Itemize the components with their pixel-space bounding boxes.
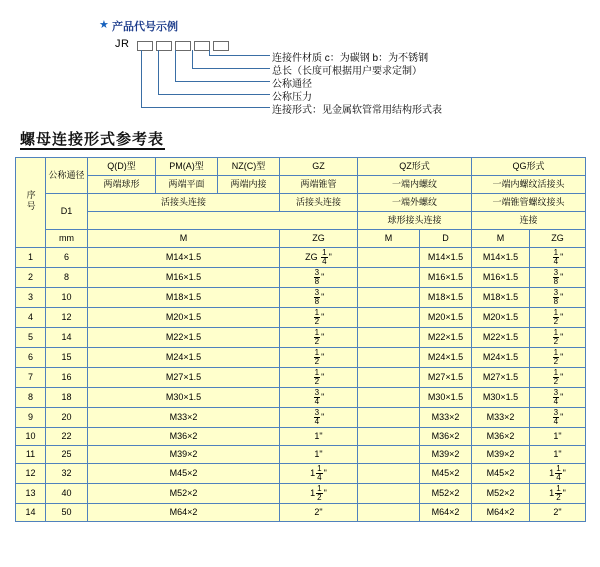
- cell-qz-m-empty: [358, 328, 420, 348]
- cell-thread-m: M64×2: [88, 504, 280, 522]
- cell-qg-m: M27×1.5: [472, 368, 530, 388]
- thread-size-value: 2": [553, 507, 562, 518]
- header-subgroup: 两端锥管: [280, 176, 358, 194]
- cell-thread-m: M52×2: [88, 484, 280, 504]
- cell-seq: 5: [16, 328, 46, 348]
- header-subgroup: 两端球形: [88, 176, 156, 194]
- cell-qg-zg: [530, 248, 586, 268]
- cell-qz-m-empty: [358, 446, 420, 464]
- cell-dn: 32: [46, 464, 88, 484]
- cell-dn: 12: [46, 308, 88, 328]
- cell-seq: 11: [16, 446, 46, 464]
- cell-thread-zg: [280, 428, 358, 446]
- cell-qg-zg: [530, 464, 586, 484]
- cell-dn: 22: [46, 428, 88, 446]
- cell-qg-m: M36×2: [472, 428, 530, 446]
- cell-thread-m: M22×1.5: [88, 328, 280, 348]
- header-subgroup: 两端内接: [218, 176, 280, 194]
- cell-qz-d: M16×1.5: [420, 268, 472, 288]
- cell-qg-zg: [530, 288, 586, 308]
- thread-size-value: $\frac{1}{2}$ ": [314, 328, 325, 346]
- cell-thread-zg: [280, 504, 358, 522]
- cell-qg-m: M39×2: [472, 446, 530, 464]
- cell-qz-m-empty: [358, 248, 420, 268]
- cell-qz-d: M20×1.5: [420, 308, 472, 328]
- table-header-row: [16, 194, 586, 212]
- cell-seq: 1: [16, 248, 46, 268]
- legend-title: 产品代号示例: [112, 21, 178, 33]
- thread-size-value: $\frac{1}{2}$ ": [314, 348, 325, 366]
- table-row: [16, 308, 586, 328]
- header-col-zg: ZG: [280, 230, 358, 248]
- cell-qg-zg: [530, 446, 586, 464]
- legend-item-pressure: 公称压力: [272, 92, 312, 103]
- thread-size-value: $\frac{3}{8}$ ": [553, 288, 564, 306]
- thread-size-value: $\frac{1}{2}$ ": [314, 368, 325, 386]
- cell-qg-m: M16×1.5: [472, 268, 530, 288]
- header-group: NZ(C)型: [218, 158, 280, 176]
- header-group: PM(A)型: [156, 158, 218, 176]
- header-d1: D1: [46, 194, 88, 230]
- legend-item-material: 连接件材质 c：为碳钢 b：为不锈钢: [272, 53, 429, 64]
- cell-thread-zg: [280, 388, 358, 408]
- thread-size-value: $\frac{1}{2}$ ": [553, 328, 564, 346]
- cell-qz-m-empty: [358, 504, 420, 522]
- legend-item-length: 总长（长度可根据用户要求定制）: [272, 66, 422, 77]
- cell-thread-m: M33×2: [88, 408, 280, 428]
- cell-thread-m: M24×1.5: [88, 348, 280, 368]
- cell-dn: 25: [46, 446, 88, 464]
- cell-qz-d: M14×1.5: [420, 248, 472, 268]
- cell-thread-zg: [280, 328, 358, 348]
- cell-thread-m: M16×1.5: [88, 268, 280, 288]
- thread-size-value: 1": [553, 449, 562, 460]
- thread-size-value: $\frac{1}{2}$ ": [314, 308, 325, 326]
- cell-qg-m: M18×1.5: [472, 288, 530, 308]
- table-row: [16, 388, 586, 408]
- cell-qz-m-empty: [358, 408, 420, 428]
- cell-seq: 3: [16, 288, 46, 308]
- table-row: [16, 348, 586, 368]
- cell-thread-zg: [280, 308, 358, 328]
- cell-qz-d: M36×2: [420, 428, 472, 446]
- cell-seq: 12: [16, 464, 46, 484]
- cell-qz-d: M18×1.5: [420, 288, 472, 308]
- thread-size-value: 1": [314, 449, 323, 460]
- cell-qg-zg: [530, 428, 586, 446]
- cell-qz-m-empty: [358, 388, 420, 408]
- header-connection-left: 活接头连接: [88, 194, 280, 212]
- cell-dn: 16: [46, 368, 88, 388]
- thread-size-value: $\frac{3}{4}$ ": [314, 408, 325, 426]
- thread-size-value: $\frac{1}{2}$ ": [553, 308, 564, 326]
- table-row: [16, 268, 586, 288]
- cell-qg-zg: [530, 348, 586, 368]
- header-joint: 连接: [472, 212, 586, 230]
- cell-seq: 4: [16, 308, 46, 328]
- thread-size-value: $\frac{3}{8}$ ": [553, 268, 564, 286]
- cell-seq: 7: [16, 368, 46, 388]
- thread-size-value: $\frac{3}{4}$ ": [553, 388, 564, 406]
- table-header-row: [16, 212, 586, 230]
- table-row: [16, 484, 586, 504]
- thread-size-value: 1 $\frac{1}{2}$ ": [310, 484, 327, 502]
- thread-size-value: 1": [553, 431, 562, 442]
- table-row: [16, 368, 586, 388]
- table-row: [16, 504, 586, 522]
- cell-thread-zg: [280, 408, 358, 428]
- header-col-m3: M: [472, 230, 530, 248]
- thread-size-value: 1": [314, 431, 323, 442]
- legend-item-connection: 连接形式：见金属软管常用结构形式表: [272, 105, 442, 116]
- thread-size-value: $\frac{3}{8}$ ": [314, 288, 325, 306]
- thread-size-value: $\frac{3}{4}$ ": [553, 408, 564, 426]
- cell-thread-m: M14×1.5: [88, 248, 280, 268]
- code-prefix: JR: [115, 38, 130, 50]
- header-seq-label: 序号: [25, 190, 36, 213]
- cell-qz-m-empty: [358, 484, 420, 504]
- cell-thread-zg: [280, 368, 358, 388]
- thread-size-value: $\frac{1}{4}$ ": [553, 248, 564, 266]
- thread-size-value: $\frac{1}{2}$ ": [553, 368, 564, 386]
- thread-size-value: $\frac{3}{8}$ ": [314, 268, 325, 286]
- cell-qg-zg: [530, 388, 586, 408]
- cell-qz-d: M22×1.5: [420, 328, 472, 348]
- cell-qg-m: M30×1.5: [472, 388, 530, 408]
- header-dn: 公称通径: [46, 158, 88, 194]
- cell-qg-m: M64×2: [472, 504, 530, 522]
- header-col-m: M: [88, 230, 280, 248]
- table-row: [16, 328, 586, 348]
- cell-qz-d: M27×1.5: [420, 368, 472, 388]
- table-row: [16, 248, 586, 268]
- cell-qg-m: M20×1.5: [472, 308, 530, 328]
- cell-qg-zg: [530, 504, 586, 522]
- table-header-row: [16, 230, 586, 248]
- cell-thread-m: M18×1.5: [88, 288, 280, 308]
- cell-dn: 6: [46, 248, 88, 268]
- cell-qz-d: M33×2: [420, 408, 472, 428]
- cell-qg-zg: [530, 408, 586, 428]
- cell-seq: 8: [16, 388, 46, 408]
- cell-qg-m: M52×2: [472, 484, 530, 504]
- product-code-legend: [0, 0, 600, 116]
- header-connection-qg: 一端锥管螺纹接头: [472, 194, 586, 212]
- cell-seq: 9: [16, 408, 46, 428]
- cell-qz-d: M24×1.5: [420, 348, 472, 368]
- table-header-row: [16, 158, 586, 176]
- cell-qg-zg: [530, 484, 586, 504]
- table-header-row: [16, 176, 586, 194]
- cell-dn: 40: [46, 484, 88, 504]
- cell-thread-m: M27×1.5: [88, 368, 280, 388]
- header-group: QG形式: [472, 158, 586, 176]
- header-connection-gz: 活接头连接: [280, 194, 358, 212]
- cell-qg-m: M24×1.5: [472, 348, 530, 368]
- cell-qg-m: M33×2: [472, 408, 530, 428]
- cell-thread-m: M36×2: [88, 428, 280, 446]
- header-blank: [88, 212, 358, 230]
- header-group: Q(D)型: [88, 158, 156, 176]
- page-title: 螺母连接形式参考表: [20, 131, 165, 148]
- cell-dn: 18: [46, 388, 88, 408]
- thread-size-value: ZG $\frac{1}{4}$ ": [305, 248, 332, 266]
- cell-seq: 10: [16, 428, 46, 446]
- cell-qg-zg: [530, 268, 586, 288]
- table-row: [16, 408, 586, 428]
- cell-qz-m-empty: [358, 268, 420, 288]
- cell-qz-m-empty: [358, 368, 420, 388]
- cell-qz-d: M64×2: [420, 504, 472, 522]
- cell-thread-zg: [280, 348, 358, 368]
- cell-qz-d: M52×2: [420, 484, 472, 504]
- cell-qg-m: M22×1.5: [472, 328, 530, 348]
- cell-thread-m: M45×2: [88, 464, 280, 484]
- cell-qg-zg: [530, 308, 586, 328]
- thread-size-value: $\frac{1}{2}$ ": [553, 348, 564, 366]
- cell-thread-zg: [280, 288, 358, 308]
- header-seq: [16, 158, 46, 248]
- header-subgroup: 一端内螺纹活接头: [472, 176, 586, 194]
- title-underline: [20, 148, 165, 150]
- cell-qz-m-empty: [358, 428, 420, 446]
- cell-qz-d: M30×1.5: [420, 388, 472, 408]
- thread-size-value: 2": [314, 507, 323, 518]
- header-group: QZ形式: [358, 158, 472, 176]
- cell-qg-m: M14×1.5: [472, 248, 530, 268]
- cell-dn: 14: [46, 328, 88, 348]
- header-unit: mm: [46, 230, 88, 248]
- header-col-m2: M: [358, 230, 420, 248]
- cell-thread-zg: [280, 484, 358, 504]
- cell-thread-zg: [280, 464, 358, 484]
- cell-seq: 6: [16, 348, 46, 368]
- thread-size-value: 1 $\frac{1}{4}$ ": [549, 464, 566, 482]
- cell-seq: 2: [16, 268, 46, 288]
- cell-qg-zg: [530, 368, 586, 388]
- cell-qg-zg: [530, 328, 586, 348]
- legend-item-dn: 公称通径: [272, 79, 312, 90]
- cell-thread-m: M30×1.5: [88, 388, 280, 408]
- cell-thread-zg: [280, 446, 358, 464]
- leader-line: [141, 50, 270, 108]
- table-row: [16, 288, 586, 308]
- cell-dn: 10: [46, 288, 88, 308]
- cell-dn: 20: [46, 408, 88, 428]
- header-ball-joint: 球形接头连接: [358, 212, 472, 230]
- cell-dn: 15: [46, 348, 88, 368]
- nut-connection-table: [15, 157, 586, 522]
- cell-thread-m: M20×1.5: [88, 308, 280, 328]
- header-connection-qz: 一端外螺纹: [358, 194, 472, 212]
- table-row: [16, 446, 586, 464]
- thread-size-value: $\frac{3}{4}$ ": [314, 388, 325, 406]
- cell-qz-m-empty: [358, 308, 420, 328]
- cell-dn: 8: [46, 268, 88, 288]
- thread-size-value: 1 $\frac{1}{2}$ ": [549, 484, 566, 502]
- cell-seq: 13: [16, 484, 46, 504]
- header-subgroup: 一端内螺纹: [358, 176, 472, 194]
- cell-qg-m: M45×2: [472, 464, 530, 484]
- cell-qz-m-empty: [358, 348, 420, 368]
- cell-dn: 50: [46, 504, 88, 522]
- cell-seq: 14: [16, 504, 46, 522]
- header-col-zg2: ZG: [530, 230, 586, 248]
- table-row: [16, 428, 586, 446]
- star-icon: ★: [99, 19, 109, 31]
- header-group: GZ: [280, 158, 358, 176]
- cell-thread-zg: [280, 268, 358, 288]
- table-row: [16, 464, 586, 484]
- header-subgroup: 两端平面: [156, 176, 218, 194]
- thread-size-value: 1 $\frac{1}{4}$ ": [310, 464, 327, 482]
- cell-qz-d: M39×2: [420, 446, 472, 464]
- cell-qz-m-empty: [358, 288, 420, 308]
- cell-qz-d: M45×2: [420, 464, 472, 484]
- cell-qz-m-empty: [358, 464, 420, 484]
- cell-thread-zg: [280, 248, 358, 268]
- cell-thread-m: M39×2: [88, 446, 280, 464]
- header-col-d: D: [420, 230, 472, 248]
